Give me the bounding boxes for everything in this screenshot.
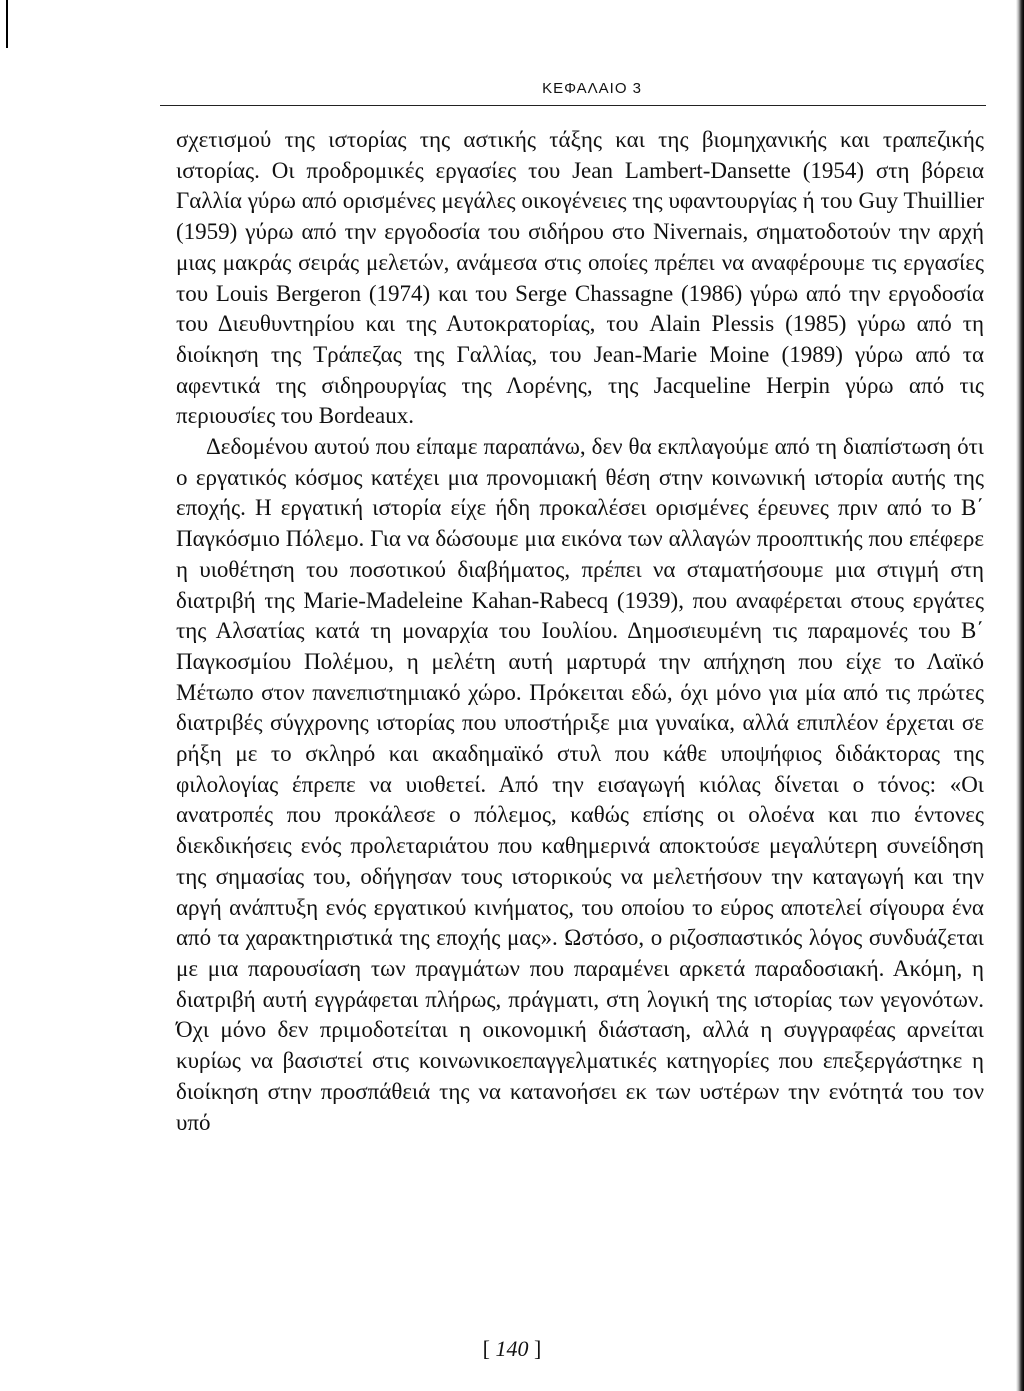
page-number-close-bracket: ] [528,1336,542,1361]
page-number [0,1336,1024,1362]
running-header [160,78,986,106]
chapter-title: ΚΕΦΑΛΑΙΟ 3 [542,80,642,97]
scan-binding-shadow [1016,0,1024,1391]
scan-edge-mark [6,0,8,48]
page-number-open-bracket: [ [482,1336,496,1361]
header-rule [160,105,986,106]
body-text [176,125,984,1138]
paragraph-worker-history: Δεδομένου αυτού που είπαμε παραπάνω, δεν θα εκπλαγούμε από τη διαπίστωση ότι ο εργατικός κόσμος κατέχει μια προνομιακή θέση στην κοινωνική ιστορία αυτής της εποχής. Η εργατική ιστορία είχε ήδη προκαλέσει ορισμένες έρευνες πριν από το Β΄ Παγκόσμιο Πόλεμο. Για να δώσουμε μια εικόνα των αλλαγών προοπτικής που επέφερε η υιοθέτηση του ποσοτικού διαβήματος, πρέπει να σταματήσουμε μια στιγμή στη διατριβή της Marie-Madeleine Kahan-Rabecq (1939), που αναφέρεται στους εργάτες της Αλσατίας κατά τη μοναρχία του Ιουλίου. Δημοσιευμένη τις παραμονές του Β΄ Παγκοσμίου Πολέμου, η μελέτη αυτή μαρτυρά την απήχηση που είχε το Λαϊκό Μέτωπο στον πανεπιστημιακό χώρο. Πρόκειται εδώ, όχι μόνο για μία από τις πρώτες διατριβές σύγχρονης ιστορίας που υποστήριξε μια γυναίκα, αλλά επιπλέον έρχεται σε ρήξη με το σκληρό και ακαδημαϊκό στυλ που κάθε υποψήφιος διδάκτορας της φιλολογίας έπρεπε να υιοθετεί. Από την εισαγωγή κιόλας δίνεται ο τόνος: «Οι ανατροπές που προκάλεσε ο πόλεμος, καθώς επίσης οι ολοένα και πιο έντονες διεκδικήσεις ενός προλεταριάτου που καθημερινά αποκτούσε μεγαλύτερη συνείδηση της σημασίας του, οδήγησαν τους ιστορικούς να μελετήσουν την καταγωγή και την αργή ανάπτυξη ενός εργατικού κινήματος, του οποίου το εύρος αποτελεί σίγουρα ένα από τα χαρακτηριστικά της εποχής μας». Ωστόσο, ο ριζοσπαστικός λόγος συνδυάζεται με μια παρουσίαση των πραγμάτων που παραμένει αρκετά παραδοσιακή. Ακόμη, η διατριβή αυτή εγγράφεται πλήρως, πράγματι, στη λογική της ιστορίας των γεγονότων. Όχι μόνο δεν πριμοδοτείται η οικονομική διάσταση, αλλά η συγγραφέας αρνείται κυρίως να βασιστεί στις κοινωνικοεπαγγελματικές κατηγορίες που επεξεργάστηκε η διοίκηση στην προσπάθειά της να κατανοήσει εκ των υστέρων την ενότητά του τον υπό [176,434,984,1135]
page-number-value: 140 [495,1336,529,1361]
paragraph-continued: σχετισμού της ιστορίας της αστικής τάξης και της βιομηχανικής και τραπεζικής ιστορίας. Οι προδρομικές εργασίες του Jean Lambert-Dansette (1954) στη βόρεια Γαλλία γύρω από ορισμένες μεγάλες οικογένειες της υφαντουργίας ή του Guy Thuillier (1959) γύρω από την εργοδοσία του σιδήρου στο Nivernais, σηματοδοτούν την αρχή μιας μακράς σειράς μελετών, ανάμεσα στις οποίες πρέπει να αναφέρουμε τις εργασίες του Louis Bergeron (1974) και του Serge Chassagne (1986) γύρω από την εργοδοσία του Διευθυντηρίου και της Αυτοκρατορίας, του Alain Plessis (1985) γύρω από τη διοίκηση της Τράπεζας της Γαλλίας, του Jean-Marie Moine (1989) γύρω από τα αφεντικά της σιδηρουργίας της Λορένης, της Jacqueline Herpin γύρω από τις περιουσίες του Bordeaux. [176,127,984,429]
